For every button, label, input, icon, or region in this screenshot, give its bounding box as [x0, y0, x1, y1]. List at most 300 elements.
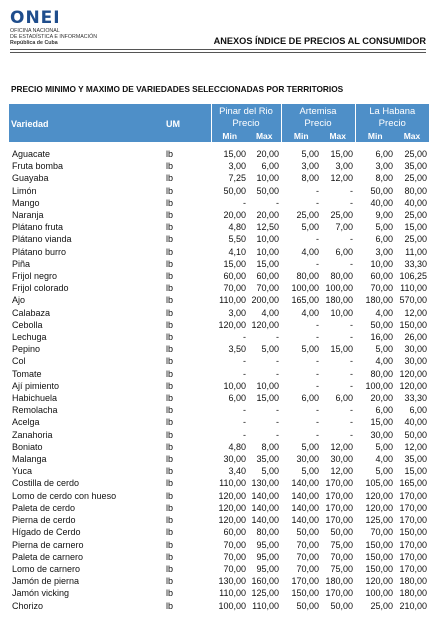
cell-artemisa-max: 100,00: [325, 283, 353, 294]
cell-habana-min: 10,00: [370, 258, 393, 269]
cell-artemisa-max: 50,00: [330, 527, 353, 538]
cell-pinar-max: 80,00: [256, 527, 279, 538]
cell-pinar-max: -: [276, 368, 279, 379]
cell-pinar-min: 70,00: [223, 563, 246, 574]
document-title: ANEXOS ÍNDICE DE PRECIOS AL CONSUMIDOR: [213, 36, 426, 46]
table-row: [9, 368, 429, 380]
cell-habana-max: 170,00: [399, 502, 427, 513]
cell-habana-max: 180,00: [399, 576, 427, 587]
cell-variedad: Jamón de pierna: [12, 576, 80, 587]
table-row: [9, 270, 429, 282]
cell-pinar-min: 110,00: [219, 588, 246, 599]
cell-artemisa-max: -: [350, 234, 353, 245]
cell-variedad: Paleta de carnero: [12, 551, 84, 562]
cell-habana-min: 120,00: [365, 490, 393, 501]
cell-habana-max: 33,30: [404, 258, 427, 269]
cell-artemisa-max: 12,00: [330, 441, 353, 452]
cell-pinar-min: 4,80: [228, 441, 246, 452]
cell-um: lb: [166, 600, 174, 611]
cell-um: lb: [166, 551, 174, 562]
region-header-habana: La Habana: [355, 104, 429, 117]
cell-pinar-max: 35,00: [256, 454, 279, 465]
logo-subtitle-3: República de Cuba: [10, 40, 58, 46]
cell-habana-min: 30,00: [370, 429, 393, 440]
cell-habana-min: 150,00: [365, 539, 393, 550]
cell-habana-max: 30,00: [404, 356, 427, 367]
cell-pinar-min: -: [243, 332, 246, 343]
max-header-artemisa: Max: [321, 130, 355, 142]
cell-artemisa-max: -: [350, 356, 353, 367]
cell-variedad: Plátano burro: [12, 246, 67, 257]
cell-artemisa-min: 165,00: [291, 295, 319, 306]
cell-pinar-max: 15,00: [256, 393, 279, 404]
precio-header-habana: Precio: [355, 117, 429, 130]
cell-pinar-min: 15,00: [223, 258, 246, 269]
region-header-pinar: Pinar del Rio: [211, 104, 281, 117]
cell-habana-min: 180,00: [365, 295, 393, 306]
cell-artemisa-max: -: [350, 185, 353, 196]
table-row: [9, 319, 429, 331]
cell-habana-max: 11,00: [405, 246, 427, 257]
cell-pinar-min: 6,00: [228, 393, 246, 404]
cell-habana-min: 70,00: [370, 527, 393, 538]
cell-pinar-min: 100,00: [218, 600, 246, 611]
cell-um: lb: [166, 149, 174, 159]
cell-pinar-min: 20,00: [223, 210, 246, 221]
column-header-um: UM: [164, 117, 211, 130]
cell-variedad: Lomo de cerdo con hueso: [12, 490, 117, 501]
cell-habana-max: 110,00: [400, 283, 427, 294]
table-row: [9, 514, 429, 526]
cell-artemisa-min: 5,00: [301, 344, 319, 355]
header-row-minmax: [9, 130, 429, 142]
cell-pinar-max: 15,00: [256, 258, 279, 269]
cell-um: lb: [166, 222, 174, 233]
cell-habana-max: 106,25: [399, 271, 427, 282]
cell-habana-max: 12,00: [404, 307, 427, 318]
cell-um: lb: [166, 380, 174, 391]
table-row: [9, 282, 429, 294]
cell-habana-max: 15,00: [404, 222, 427, 233]
cell-habana-max: 15,00: [404, 466, 427, 477]
cell-pinar-max: 130,00: [251, 478, 279, 489]
cell-um: lb: [166, 161, 174, 172]
cell-variedad: Naranja: [12, 210, 44, 221]
cell-um: lb: [166, 234, 174, 245]
cell-artemisa-min: -: [316, 258, 319, 269]
cell-pinar-min: 60,00: [223, 271, 246, 282]
table-row: [9, 441, 429, 453]
cell-pinar-min: -: [243, 356, 246, 367]
cell-habana-min: 100,00: [365, 380, 393, 391]
cell-pinar-min: 120,00: [218, 515, 246, 526]
cell-artemisa-max: 75,00: [330, 563, 353, 574]
cell-variedad: Hígado de Cerdo: [12, 527, 81, 538]
cell-habana-min: 15,00: [370, 417, 393, 428]
cell-artemisa-min: 5,00: [301, 149, 319, 159]
cell-artemisa-max: 12,00: [330, 466, 353, 477]
cell-habana-min: 5,00: [375, 466, 393, 477]
column-header-variedad: Variedad: [9, 117, 164, 130]
cell-artemisa-min: 70,00: [296, 563, 319, 574]
cell-artemisa-max: -: [350, 417, 353, 428]
cell-um: lb: [166, 393, 174, 404]
cell-pinar-max: 125,00: [251, 588, 279, 599]
max-header-habana: Max: [395, 130, 429, 142]
cell-um: lb: [166, 173, 174, 184]
table-row: [9, 197, 429, 209]
cell-artemisa-max: -: [350, 258, 353, 269]
cell-um: lb: [166, 185, 174, 196]
table-row: [9, 331, 429, 343]
cell-variedad: Jamón vicking: [12, 588, 70, 599]
cell-artemisa-min: 140,00: [291, 515, 319, 526]
table-row: [9, 355, 429, 367]
price-table: [9, 104, 429, 612]
cell-artemisa-max: 170,00: [325, 588, 353, 599]
precio-header-pinar: Precio: [211, 117, 281, 130]
max-header-pinar: Max: [248, 130, 281, 142]
cell-artemisa-max: 6,00: [335, 246, 353, 257]
cell-um: lb: [166, 441, 174, 452]
cell-variedad: Limón: [12, 185, 37, 196]
cell-artemisa-max: -: [350, 405, 353, 416]
cell-pinar-min: 3,40: [228, 466, 246, 477]
section-title: PRECIO MINIMO Y MAXIMO DE VARIEDADES SELECCIONADAS POR TERRITORIOS: [11, 84, 344, 94]
cell-habana-min: 120,00: [365, 576, 393, 587]
cell-habana-min: 3,00: [375, 246, 393, 257]
logo-subtitle-1: OFICINA NACIONAL: [10, 28, 60, 34]
cell-pinar-max: -: [276, 332, 279, 343]
cell-pinar-max: -: [276, 197, 279, 208]
cell-habana-min: 8,00: [375, 173, 393, 184]
min-header-artemisa: Min: [281, 130, 321, 142]
cell-habana-max: 180,00: [399, 588, 427, 599]
table-row: [9, 294, 429, 306]
cell-habana-min: 20,00: [370, 393, 393, 404]
cell-habana-max: 30,00: [404, 344, 427, 355]
cell-pinar-max: 140,00: [251, 502, 279, 513]
cell-um: lb: [166, 246, 174, 257]
cell-pinar-min: 50,00: [223, 185, 246, 196]
cell-artemisa-max: -: [350, 380, 353, 391]
cell-pinar-min: 110,00: [219, 478, 246, 489]
cell-habana-max: 170,00: [399, 539, 427, 550]
cell-variedad: Guayaba: [12, 173, 49, 184]
cell-pinar-max: 95,00: [256, 563, 279, 574]
cell-artemisa-max: 15,00: [330, 344, 353, 355]
cell-habana-min: 50,00: [370, 319, 393, 330]
table-row: [9, 172, 429, 184]
cell-pinar-min: -: [243, 197, 246, 208]
min-header-habana: Min: [355, 130, 395, 142]
cell-habana-min: 3,00: [375, 161, 393, 172]
table-row: [9, 221, 429, 233]
cell-artemisa-min: 70,00: [296, 551, 319, 562]
cell-habana-min: 105,00: [365, 478, 393, 489]
table-row: [9, 465, 429, 477]
cell-artemisa-min: 4,00: [301, 246, 319, 257]
cell-habana-min: 125,00: [365, 515, 393, 526]
cell-artemisa-min: 5,00: [301, 222, 319, 233]
cell-artemisa-max: 6,00: [335, 393, 353, 404]
cell-pinar-max: -: [276, 356, 279, 367]
cell-habana-max: 80,00: [404, 185, 427, 196]
cell-pinar-max: 10,00: [256, 173, 279, 184]
cell-pinar-max: -: [276, 405, 279, 416]
cell-habana-max: 25,00: [404, 210, 427, 221]
cell-pinar-min: 4,80: [228, 222, 246, 233]
cell-habana-max: 170,00: [399, 490, 427, 501]
cell-habana-min: 150,00: [365, 563, 393, 574]
cell-pinar-min: -: [243, 417, 246, 428]
table-row: [9, 539, 429, 551]
cell-habana-max: 12,00: [404, 441, 427, 452]
header-blank-um: [164, 104, 211, 117]
cell-variedad: Ají pimiento: [12, 380, 60, 391]
cell-artemisa-min: -: [316, 380, 319, 391]
header-row-precio: [9, 117, 429, 130]
cell-artemisa-min: 150,00: [291, 588, 319, 599]
cell-pinar-min: 110,00: [219, 295, 246, 306]
cell-habana-max: 170,00: [399, 515, 427, 526]
header-blank-3: [9, 130, 164, 142]
cell-pinar-max: 140,00: [251, 515, 279, 526]
cell-artemisa-min: 6,00: [301, 393, 319, 404]
cell-artemisa-max: 12,00: [330, 173, 353, 184]
table-row: [9, 380, 429, 392]
onei-logo: ONEI: [10, 8, 61, 28]
cell-variedad: Mango: [12, 197, 40, 208]
cell-habana-max: 40,00: [404, 417, 427, 428]
cell-variedad: Ajo: [12, 295, 26, 306]
cell-variedad: Lechuga: [12, 332, 47, 343]
cell-habana-max: 170,00: [399, 551, 427, 562]
header-rule-2: [10, 52, 426, 53]
cell-artemisa-min: 140,00: [291, 490, 319, 501]
cell-pinar-min: 3,00: [228, 307, 246, 318]
cell-habana-max: 50,00: [404, 429, 427, 440]
cell-artemisa-max: -: [350, 332, 353, 343]
cell-variedad: Calabaza: [12, 307, 51, 318]
cell-um: lb: [166, 283, 174, 294]
cell-um: lb: [166, 539, 174, 550]
cell-um: lb: [166, 588, 174, 599]
cell-artemisa-min: -: [316, 405, 319, 416]
cell-pinar-max: 120,00: [251, 319, 279, 330]
cell-variedad: Boniato: [12, 441, 43, 452]
cell-artemisa-max: 180,00: [325, 295, 353, 306]
cell-artemisa-min: 140,00: [291, 478, 319, 489]
cell-habana-max: 170,00: [399, 563, 427, 574]
cell-pinar-min: 130,00: [218, 576, 246, 587]
cell-variedad: Frijol negro: [12, 271, 58, 282]
table-row: [9, 453, 429, 465]
cell-variedad: Plátano fruta: [12, 222, 64, 233]
cell-um: lb: [166, 295, 174, 306]
cell-pinar-max: 8,00: [261, 441, 279, 452]
cell-um: lb: [166, 576, 174, 587]
table-row: [9, 429, 429, 441]
cell-pinar-max: 5,00: [261, 466, 279, 477]
cell-pinar-max: 6,00: [261, 161, 279, 172]
cell-variedad: Pierna de carnero: [12, 539, 84, 550]
cell-habana-min: 5,00: [375, 222, 393, 233]
cell-artemisa-min: 170,00: [291, 576, 319, 587]
cell-artemisa-min: -: [316, 197, 319, 208]
table-row: [9, 343, 429, 355]
table-row: [9, 477, 429, 489]
cell-pinar-min: -: [243, 429, 246, 440]
cell-habana-max: 165,00: [399, 478, 427, 489]
cell-habana-min: 40,00: [370, 197, 393, 208]
cell-artemisa-max: 170,00: [325, 478, 353, 489]
cell-artemisa-max: 70,00: [330, 551, 353, 562]
cell-artemisa-max: 50,00: [330, 600, 353, 611]
cell-variedad: Chorizo: [12, 600, 44, 611]
cell-pinar-min: 120,00: [218, 319, 246, 330]
cell-variedad: Cebolla: [12, 319, 43, 330]
table-row: [9, 575, 429, 587]
table-row: [9, 185, 429, 197]
cell-variedad: Col: [12, 356, 26, 367]
cell-pinar-max: 50,00: [256, 185, 279, 196]
cell-pinar-min: 70,00: [223, 551, 246, 562]
cell-um: lb: [166, 271, 174, 282]
cell-artemisa-max: -: [350, 429, 353, 440]
cell-habana-min: 16,00: [370, 332, 393, 343]
cell-artemisa-min: -: [316, 417, 319, 428]
cell-habana-min: 6,00: [375, 234, 393, 245]
table-row: [9, 246, 429, 258]
logo-subtitle-2: DE ESTADÍSTICA E INFORMACIÓN: [10, 34, 98, 40]
cell-artemisa-max: 15,00: [330, 149, 353, 159]
cell-artemisa-max: 10,00: [330, 307, 353, 318]
cell-pinar-min: 15,00: [223, 149, 246, 159]
cell-pinar-max: 70,00: [256, 283, 279, 294]
cell-artemisa-max: 75,00: [330, 539, 353, 550]
cell-habana-min: 150,00: [365, 551, 393, 562]
cell-habana-min: 70,00: [370, 283, 393, 294]
table-row: [9, 233, 429, 245]
cell-um: lb: [166, 478, 174, 489]
cell-variedad: Plátano vianda: [12, 234, 72, 245]
cell-pinar-max: 20,00: [256, 210, 279, 221]
cell-artemisa-min: 25,00: [296, 210, 319, 221]
cell-pinar-max: 20,00: [256, 149, 279, 159]
cell-artemisa-min: 5,00: [301, 441, 319, 452]
cell-um: lb: [166, 527, 174, 538]
cell-habana-max: 150,00: [399, 319, 427, 330]
cell-habana-min: 6,00: [375, 149, 393, 159]
table-row: [9, 307, 429, 319]
cell-variedad: Pepino: [12, 344, 41, 355]
table-row: [9, 209, 429, 221]
cell-habana-max: 6,00: [409, 405, 427, 416]
cell-habana-max: 25,00: [404, 234, 427, 245]
cell-pinar-max: -: [276, 417, 279, 428]
cell-habana-max: 33,30: [404, 393, 427, 404]
cell-habana-max: 25,00: [404, 173, 427, 184]
cell-artemisa-min: -: [316, 356, 319, 367]
cell-habana-max: 35,00: [404, 161, 427, 172]
cell-pinar-max: 10,00: [256, 246, 279, 257]
cell-artemisa-min: -: [316, 234, 319, 245]
cell-variedad: Frijol colorado: [12, 283, 69, 294]
cell-um: lb: [166, 429, 174, 440]
cell-habana-max: 25,00: [404, 149, 427, 159]
cell-habana-min: 120,00: [365, 502, 393, 513]
cell-habana-max: 40,00: [404, 197, 427, 208]
table-row: [9, 416, 429, 428]
cell-habana-max: 26,00: [404, 332, 427, 343]
cell-artemisa-min: 100,00: [291, 283, 319, 294]
cell-um: lb: [166, 466, 174, 477]
cell-um: lb: [166, 319, 174, 330]
cell-habana-max: 120,00: [399, 368, 427, 379]
cell-variedad: Aguacate: [12, 149, 51, 159]
cell-habana-max: 120,00: [399, 380, 427, 391]
table-row: [9, 551, 429, 563]
cell-um: lb: [166, 454, 174, 465]
cell-artemisa-max: 7,00: [335, 222, 353, 233]
table-row: [9, 563, 429, 575]
table-row: [9, 148, 429, 160]
cell-artemisa-max: -: [350, 319, 353, 330]
cell-pinar-min: 30,00: [223, 454, 246, 465]
cell-artemisa-min: -: [316, 429, 319, 440]
cell-habana-min: 100,00: [365, 588, 393, 599]
cell-pinar-min: 7,25: [228, 173, 246, 184]
cell-pinar-min: 70,00: [223, 539, 246, 550]
region-header-artemisa: Artemisa: [281, 104, 355, 117]
header-blank-3-um: [164, 130, 211, 142]
cell-pinar-min: -: [243, 405, 246, 416]
cell-artemisa-min: 4,00: [301, 307, 319, 318]
cell-artemisa-max: 170,00: [325, 515, 353, 526]
cell-artemisa-min: 3,00: [301, 161, 319, 172]
cell-artemisa-max: 25,00: [330, 210, 353, 221]
cell-artemisa-min: 50,00: [296, 527, 319, 538]
cell-pinar-max: 160,00: [251, 576, 279, 587]
cell-artemisa-max: 170,00: [325, 502, 353, 513]
cell-pinar-max: 10,00: [256, 234, 279, 245]
cell-pinar-min: 120,00: [218, 502, 246, 513]
table-row: [9, 404, 429, 416]
cell-habana-min: 50,00: [370, 185, 393, 196]
cell-artemisa-min: 70,00: [296, 539, 319, 550]
cell-artemisa-min: 140,00: [291, 502, 319, 513]
cell-pinar-max: 95,00: [256, 539, 279, 550]
cell-artemisa-min: 50,00: [296, 600, 319, 611]
cell-habana-min: 4,00: [375, 307, 393, 318]
cell-habana-min: 4,00: [375, 454, 393, 465]
cell-um: lb: [166, 490, 174, 501]
cell-habana-min: 6,00: [375, 405, 393, 416]
cell-pinar-min: 4,10: [228, 246, 246, 257]
cell-artemisa-min: -: [316, 332, 319, 343]
cell-pinar-min: 10,00: [223, 380, 246, 391]
cell-variedad: Zanahoria: [12, 429, 53, 440]
cell-variedad: Pierna de cerdo: [12, 515, 76, 526]
header-rule: [10, 49, 426, 50]
cell-habana-min: 5,00: [375, 344, 393, 355]
table-row: [9, 160, 429, 172]
cell-um: lb: [166, 515, 174, 526]
cell-artemisa-max: 180,00: [325, 576, 353, 587]
table-row: [9, 502, 429, 514]
header-blank: [9, 104, 164, 117]
